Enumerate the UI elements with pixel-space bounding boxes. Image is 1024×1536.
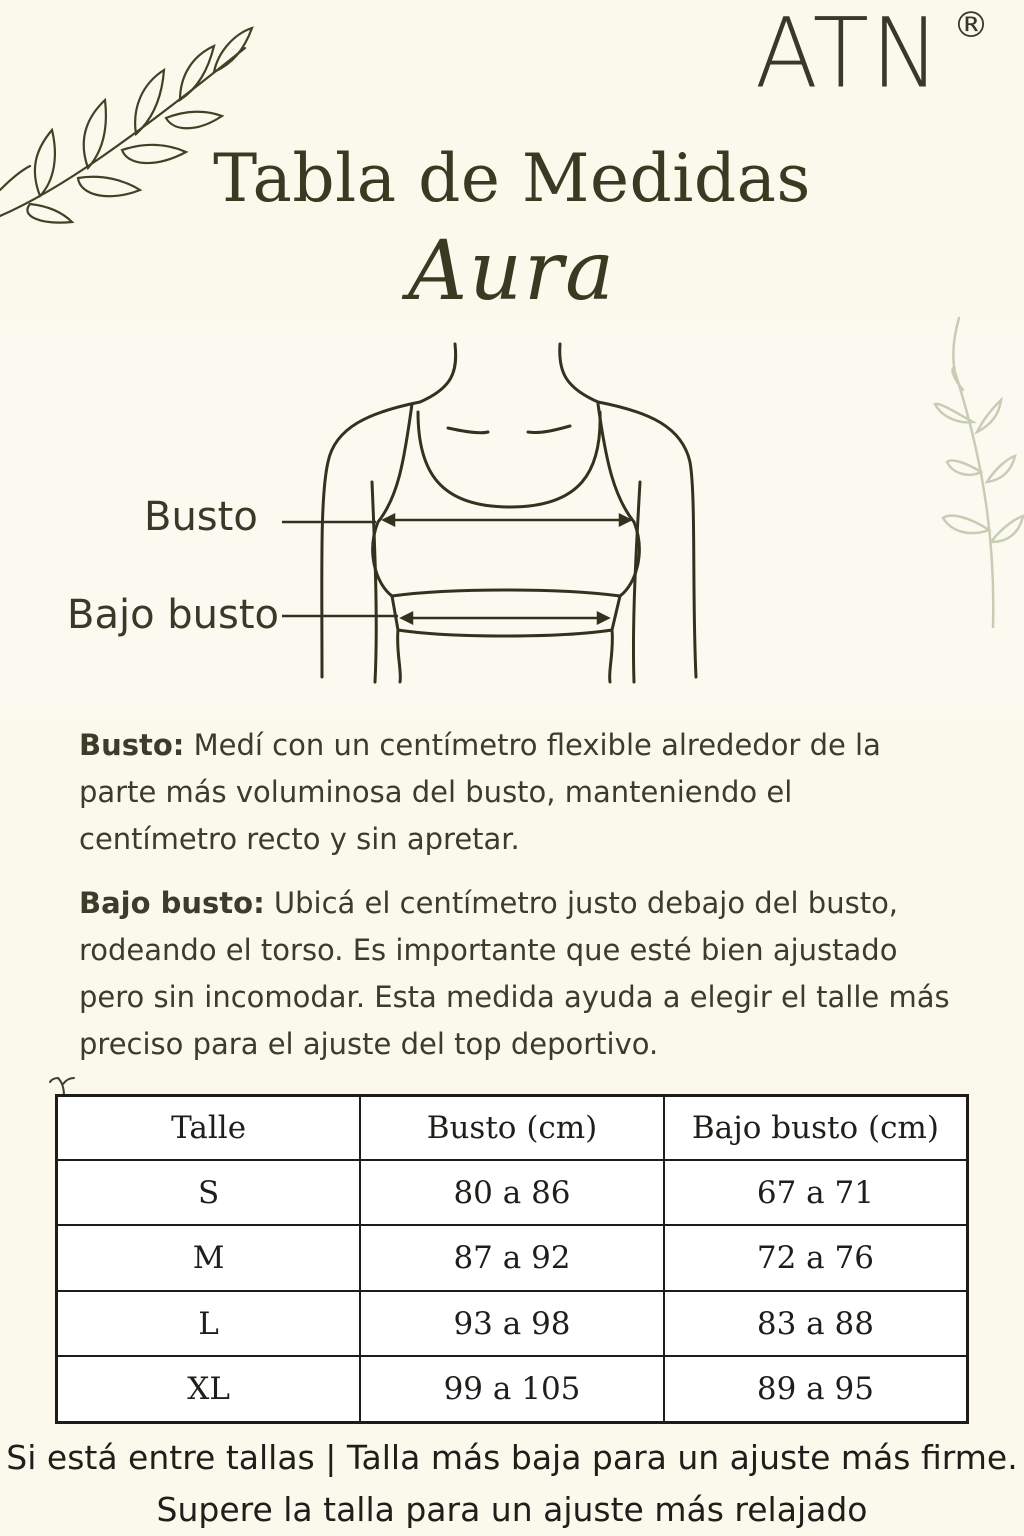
underbust-cell: 67 a 71 <box>664 1160 968 1225</box>
size-cell: S <box>57 1160 361 1225</box>
fit-advice-note: Si está entre tallas | Talla más baja para un ajuste más firme. Supere la talla para un ajuste más relajado <box>6 1438 1018 1529</box>
underbust-instructions-heading: Bajo busto: <box>79 886 265 920</box>
table-row <box>57 1160 968 1225</box>
underbust-cell: 83 a 88 <box>664 1291 968 1356</box>
table-row <box>57 1225 968 1290</box>
column-header-size: Talle <box>57 1096 361 1161</box>
product-name: Aura <box>407 224 617 319</box>
bust-instructions-heading: Busto: <box>79 728 185 762</box>
leaf-sprig-right-icon <box>925 312 1024 632</box>
page-title: Tabla de Medidas <box>213 140 811 217</box>
bust-cell: 87 a 92 <box>360 1225 664 1290</box>
bust-instructions-text: Medí con un centímetro flexible alrededor de la parte más voluminosa del busto, manteniendo el centímetro recto y sin apretar. <box>79 728 881 856</box>
size-cell: L <box>57 1291 361 1356</box>
brand-logo <box>755 0 1005 110</box>
table-header-row <box>57 1096 968 1161</box>
diagram-label-bust: Busto <box>144 494 258 540</box>
size-cell: M <box>57 1225 361 1290</box>
registered-mark: ® <box>953 5 989 46</box>
underbust-instructions-text: Ubicá el centímetro justo debajo del busto, rodeando el torso. Es importante que esté bien ajustado pero sin incomodar. Esta medida ayuda a elegir el talle más preciso para el ajuste del top deportivo. <box>79 886 950 1061</box>
underbust-instructions <box>79 880 959 1068</box>
sprout-icon <box>46 1074 76 1096</box>
bust-cell: 99 a 105 <box>360 1356 664 1422</box>
size-table <box>55 1094 969 1424</box>
column-header-bust: Busto (cm) <box>360 1096 664 1161</box>
bust-cell: 93 a 98 <box>360 1291 664 1356</box>
bust-instructions <box>79 722 959 863</box>
column-header-underbust: Bajo busto (cm) <box>664 1096 968 1161</box>
bust-cell: 80 a 86 <box>360 1160 664 1225</box>
size-cell: XL <box>57 1356 361 1422</box>
brand-logo-text: ATN <box>755 0 942 110</box>
underbust-cell: 72 a 76 <box>664 1225 968 1290</box>
table-row <box>57 1291 968 1356</box>
diagram-label-underbust: Bajo busto <box>67 592 279 638</box>
underbust-cell: 89 a 95 <box>664 1356 968 1422</box>
table-row <box>57 1356 968 1422</box>
